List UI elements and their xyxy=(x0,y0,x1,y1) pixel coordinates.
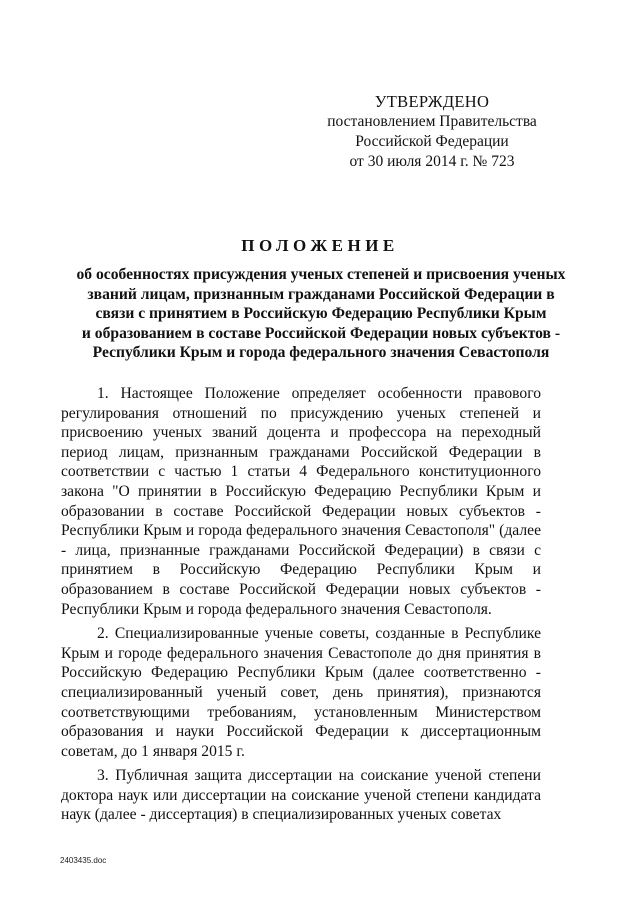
approval-line-3: от 30 июля 2014 г. № 723 xyxy=(349,153,515,170)
approval-line-1: постановлением Правительства xyxy=(327,113,537,130)
paragraph-2: 2. Специализированные ученые советы, созданные в Республике Крым и городе федерального значения Севастополе до дня принятия в Российскую Федерацию Республики Крым (далее соответственно - специализированный ученый совет, день принятия), признаются соответствующими требованиям, установленным Министерством образования и науки Российской Федерации к диссертационным советам, до 1 января 2015 г. xyxy=(61,625,541,760)
subtitle-line-1: об особенностях присуждения ученых степеней и присвоения ученых xyxy=(76,266,566,283)
document-subtitle xyxy=(56,265,586,363)
document-title: ПОЛОЖЕНИЕ xyxy=(241,236,399,255)
subtitle-line-5: Республики Крым и города федерального значения Севастополя xyxy=(92,344,550,362)
paragraph-1: 1. Настоящее Положение определяет особенности правового регулирования отношений по присуждению ученых степеней и присвоению ученых званий доцента и профессора на переходный период лицам, признанным гражданами Российской Федерации в соответствии с частью 1 статьи 4 Федерального конституционного закона "О принятии в Российскую Федерацию Республики Крым и образовании в составе Российской Федерации новых субъектов - Республики Крым и города федерального значения Севастополя" (далее - лица, признанные гражданами Российской Федерации) в связи с принятием в Российскую Федерацию Республики Крым и образованием в составе Российской Федерации новых субъектов - Республики Крым и города федерального значения Севастополя. xyxy=(61,385,541,618)
subtitle-line-3: связи с принятием в Российскую Федерацию Республики Крым xyxy=(95,305,547,323)
approval-stamp: УТВЕРЖДЕНО xyxy=(374,92,490,111)
footer-file-code: 2403435.doc xyxy=(60,856,107,865)
paragraph-3: 3. Публичная защита диссертации на соискание ученой степени доктора наук или диссертации на соискание ученой степени кандидата наук (далее - диссертация) в специализированных ученых советах xyxy=(61,767,541,824)
approval-block xyxy=(318,92,546,172)
approval-line-2: Российской Федерации xyxy=(355,133,509,150)
document-body xyxy=(61,384,541,830)
subtitle-line-4: и образованием в составе Российской Федерации новых субъектов - xyxy=(81,324,561,342)
subtitle-line-2: званий лицам, признанным гражданами Российской Федерации в xyxy=(87,285,555,303)
